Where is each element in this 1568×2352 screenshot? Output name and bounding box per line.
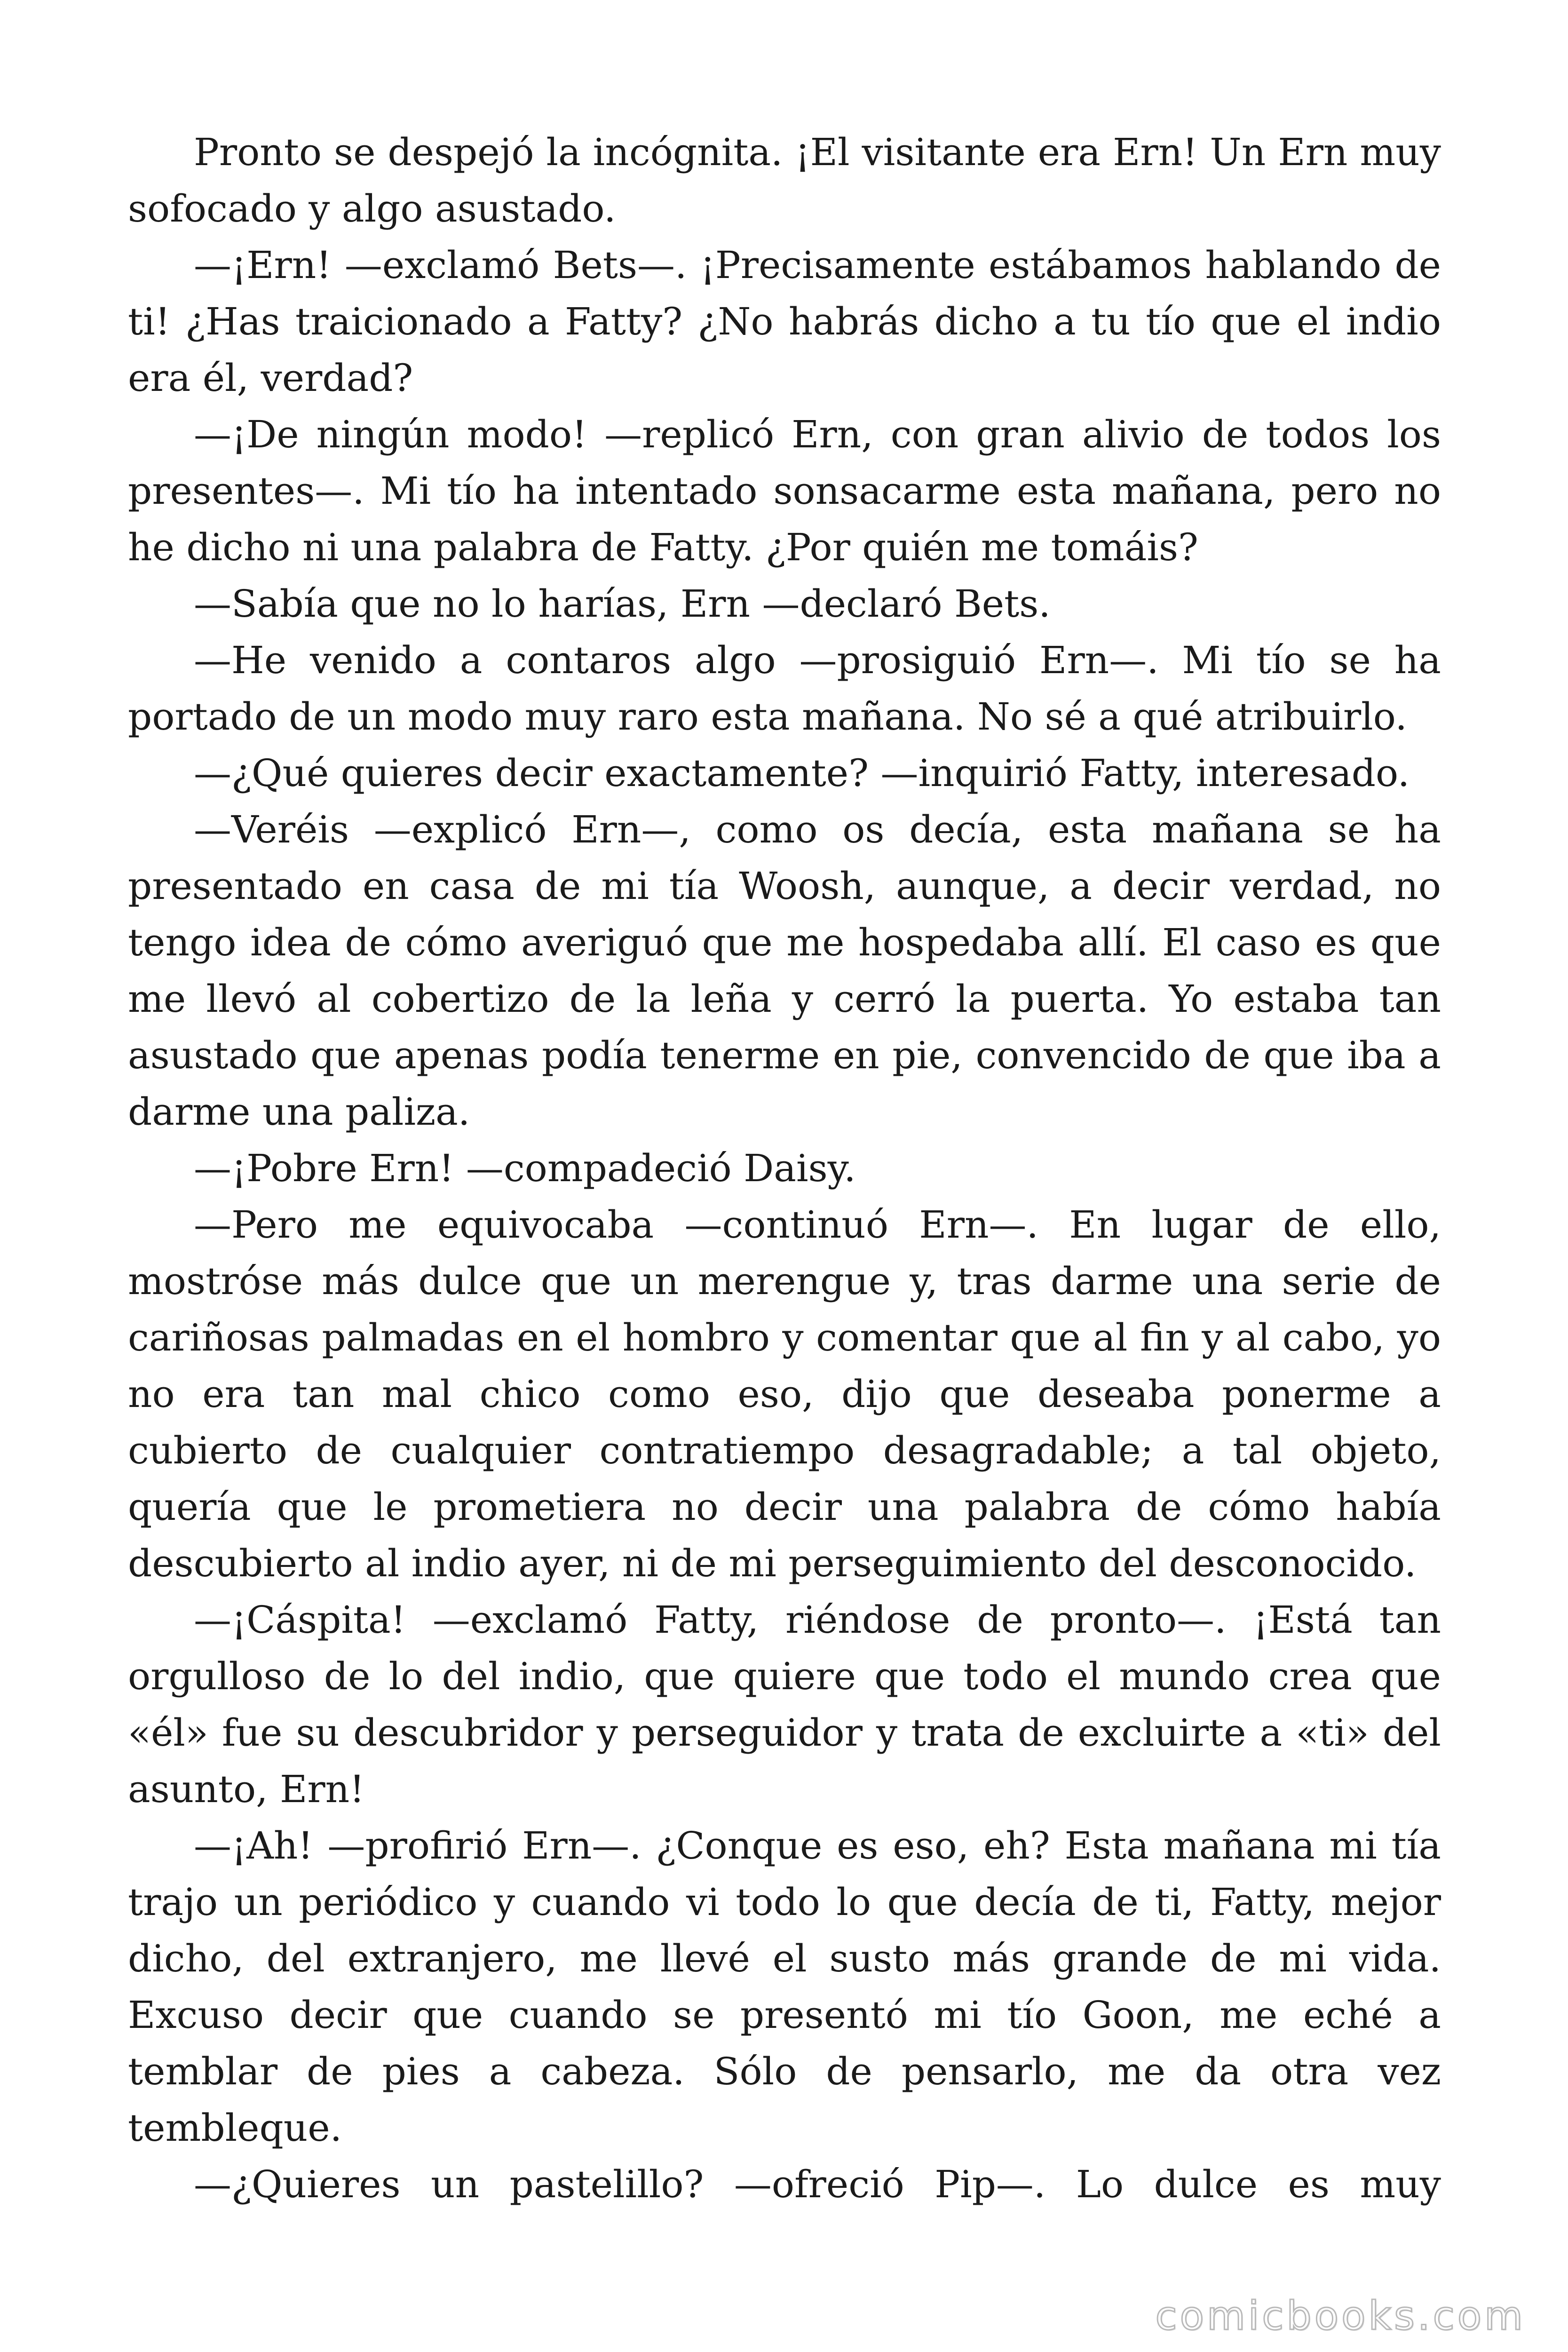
paragraph: —¡Ern! —exclamó Bets—. ¡Precisamente estábamos hablando de ti! ¿Has traicionado a Fatty? ¿No habrás dicho a tu tío que el indio era él, verdad?	[128, 243, 1441, 400]
paragraph: —He venido a contaros algo —prosiguió Ern—. Mi tío se ha portado de un modo muy raro esta mañana. No sé a qué atribuirlo.	[128, 638, 1441, 739]
paragraph: —¡De ningún modo! —replicó Ern, con gran alivio de todos los presentes—. Mi tío ha intentado sonsacarme esta mañana, pero no he dicho ni una palabra de Fatty. ¿Por quién me tomáis?	[128, 413, 1441, 569]
paragraph: —Veréis —explicó Ern—, como os decía, esta mañana se ha presentado en casa de mi tía Woosh, aunque, a decir verdad, no tengo idea de cómo averiguó que me hospedaba allí. El caso es que me llevó al cobertizo de la leña y cerró la puerta. Yo estaba tan asustado que apenas podía tenerme en pie, convencido de que iba a darme una paliza.	[128, 808, 1441, 1134]
paragraph: —¿Qué quieres decir exactamente? —inquirió Fatty, interesado.	[194, 751, 1410, 795]
paragraph: —¡Ah! —profirió Ern—. ¿Conque es eso, eh? Esta mañana mi tía trajo un periódico y cuando vi todo lo que decía de ti, Fatty, mejor dicho, del extranjero, me llevé el susto más grande de mi vida. Excuso decir que cuando se presentó mi tío Goon, me eché a temblar de pies a cabeza. Sólo de pensarlo, me da otra vez tembleque.	[128, 1824, 1441, 2150]
paragraph: —¡Cáspita! —exclamó Fatty, riéndose de pronto—. ¡Está tan orgulloso de lo del indio, que quiere que todo el mundo crea que «él» fue su descubridor y perseguidor y trata de excluirte a «ti» del asunto, Ern!	[128, 1598, 1441, 1811]
paragraph: —¡Pobre Ern! —compadeció Daisy.	[194, 1146, 856, 1190]
paragraph: —Pero me equivocaba —continuó Ern—. En lugar de ello, mostróse más dulce que un merengue y, tras darme una serie de cariñosas palmadas en el hombro y comentar que al fin y al cabo, yo no era tan mal chico como eso, dijo que deseaba ponerme a cubierto de cualquier contratiempo desagradable; a tal objeto, quería que le prometiera no decir una palabra de cómo había descubierto al indio ayer, ni de mi perseguimiento del desconocido.	[128, 1203, 1441, 1585]
watermark: comicbooks.com	[1155, 2293, 1526, 2339]
paragraph-continued: —¿Quieres un pastelillo? —ofreció Pip—. Lo dulce es muy	[194, 2162, 1441, 2206]
paragraph: Pronto se despejó la incógnita. ¡El visitante era Ern! Un Ern muy sofocado y algo asustado.	[128, 130, 1441, 230]
paragraph: —Sabía que no lo harías, Ern —declaró Bets.	[194, 582, 1051, 626]
page-text	[128, 124, 1441, 2213]
